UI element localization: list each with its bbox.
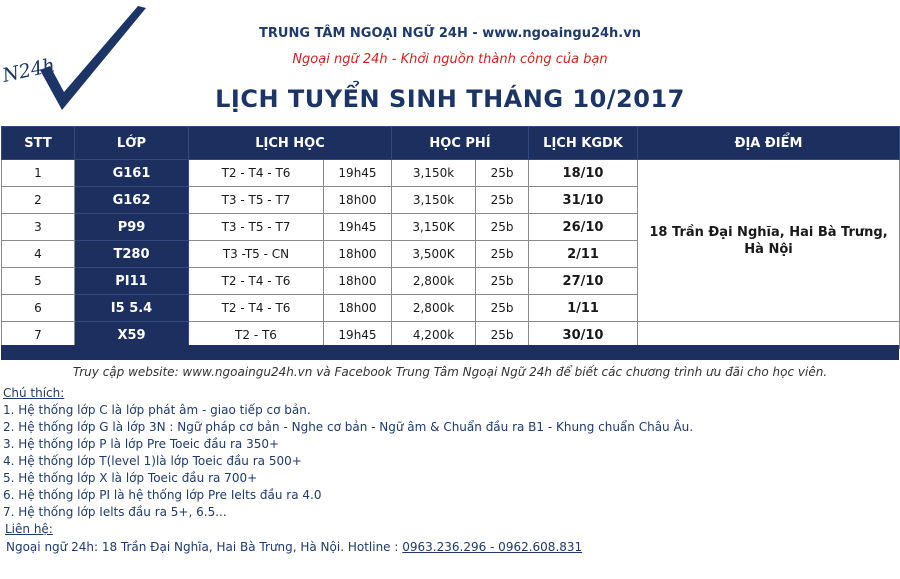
- header-lop: LỚP: [75, 127, 189, 160]
- cell-start-date: 2/11: [529, 241, 638, 268]
- cell-class-code: P99: [75, 214, 189, 241]
- hotline-numbers[interactable]: 0963.236.296 - 0962.608.831: [402, 540, 583, 554]
- cell-stt: 7: [2, 322, 75, 349]
- note-item: 6. Hệ thống lớp PI là hệ thống lớp Pre Ielts đầu ra 4.0: [3, 488, 322, 502]
- table-header-row: [2, 127, 900, 160]
- table-row: [2, 160, 900, 187]
- cell-days: T2 - T6: [189, 322, 324, 349]
- logo-text: N24h: [0, 54, 57, 87]
- cell-start-date: 27/10: [529, 268, 638, 295]
- cell-time: 18h00: [324, 241, 392, 268]
- cell-time: 19h45: [324, 322, 392, 349]
- header-lich-kgdk: LỊCH KGDK: [529, 127, 638, 160]
- cell-stt: 6: [2, 295, 75, 322]
- cell-time: 19h45: [324, 214, 392, 241]
- cell-sessions: 25b: [476, 187, 529, 214]
- cell-sessions: 25b: [476, 214, 529, 241]
- cell-days: T3 - T5 - T7: [189, 214, 324, 241]
- contact-line: [6, 540, 582, 554]
- cell-sessions: 25b: [476, 160, 529, 187]
- note-item: 2. Hệ thống lớp G là lớp 3N : Ngữ pháp cơ bản - Nghe cơ bản - Ngữ âm & Chuẩn đầu ra B1 - Khung chuẩn Châu Âu.: [3, 420, 694, 434]
- cell-fee: 2,800k: [392, 268, 476, 295]
- cell-class-code: T280: [75, 241, 189, 268]
- cell-sessions: 25b: [476, 322, 529, 349]
- cell-sessions: 25b: [476, 295, 529, 322]
- cell-days: T3 - T5 - T7: [189, 187, 324, 214]
- cell-time: 19h45: [324, 160, 392, 187]
- page-title: LỊCH TUYỂN SINH THÁNG 10/2017: [215, 85, 685, 113]
- header-lich-hoc: LỊCH HỌC: [189, 127, 392, 160]
- cell-start-date: 30/10: [529, 322, 638, 349]
- cell-sessions: 25b: [476, 268, 529, 295]
- cell-start-date: 26/10: [529, 214, 638, 241]
- cell-start-date: 1/11: [529, 295, 638, 322]
- cell-stt: 5: [2, 268, 75, 295]
- contact-address: Ngoại ngữ 24h: 18 Trần Đại Nghĩa, Hai Bà Trưng, Hà Nội. Hotline :: [6, 540, 403, 554]
- schedule-table: [1, 126, 900, 349]
- cell-days: T2 - T4 - T6: [189, 160, 324, 187]
- cell-class-code: G161: [75, 160, 189, 187]
- cell-location: 18 Trần Đại Nghĩa, Hai Bà Trưng, Hà Nội: [638, 160, 900, 322]
- note-item: 5. Hệ thống lớp X là lớp Toeic đầu ra 700+: [3, 471, 258, 485]
- header-hoc-phi: HỌC PHÍ: [392, 127, 529, 160]
- cell-days: T2 - T4 - T6: [189, 268, 324, 295]
- org-title: TRUNG TÂM NGOẠI NGỮ 24H - www.ngoaingu24h.vn: [259, 26, 641, 41]
- cell-days: T3 -T5 - CN: [189, 241, 324, 268]
- cell-class-code: PI11: [75, 268, 189, 295]
- cell-fee: 4,200k: [392, 322, 476, 349]
- cell-class-code: X59: [75, 322, 189, 349]
- cell-start-date: 31/10: [529, 187, 638, 214]
- cell-stt: 4: [2, 241, 75, 268]
- cell-days: T2 - T4 - T6: [189, 295, 324, 322]
- notes-section: [3, 385, 883, 521]
- header-stt: STT: [2, 127, 75, 160]
- contact-heading: Liên hệ:: [5, 522, 53, 536]
- cell-stt: 1: [2, 160, 75, 187]
- slogan: Ngoại ngữ 24h - Khởi nguồn thành công của bạn: [292, 52, 608, 67]
- cell-stt: 3: [2, 214, 75, 241]
- table-footer-bar: [1, 345, 899, 360]
- cell-fee: 3,150k: [392, 187, 476, 214]
- cell-sessions: 25b: [476, 241, 529, 268]
- cell-time: 18h00: [324, 268, 392, 295]
- cell-time: 18h00: [324, 295, 392, 322]
- note-item: 7. Hệ thống lớp Ielts đầu ra 5+, 6.5...: [3, 505, 227, 519]
- note-item: 4. Hệ thống lớp T(level 1)là lớp Toeic đầu ra 500+: [3, 454, 302, 468]
- cell-fee: 2,800k: [392, 295, 476, 322]
- cell-fee: 3,150k: [392, 160, 476, 187]
- cell-fee: 3,500K: [392, 241, 476, 268]
- cell-start-date: 18/10: [529, 160, 638, 187]
- cell-time: 18h00: [324, 187, 392, 214]
- cell-class-code: G162: [75, 187, 189, 214]
- note-item: 3. Hệ thống lớp P là lớp Pre Toeic đầu ra 350+: [3, 437, 280, 451]
- header-dia-diem: ĐỊA ĐIỂM: [638, 127, 900, 160]
- cell-class-code: I5 5.4: [75, 295, 189, 322]
- cell-stt: 2: [2, 187, 75, 214]
- cell-fee: 3,150K: [392, 214, 476, 241]
- notes-heading: Chú thích:: [3, 386, 65, 400]
- visit-note: Truy cập website: www.ngoaingu24h.vn và Facebook Trung Tâm Ngoại Ngữ 24h để biết các chương trình ưu đãi cho học viên.: [72, 365, 828, 379]
- note-item: 1. Hệ thống lớp C là lớp phát âm - giao tiếp cơ bản.: [3, 403, 311, 417]
